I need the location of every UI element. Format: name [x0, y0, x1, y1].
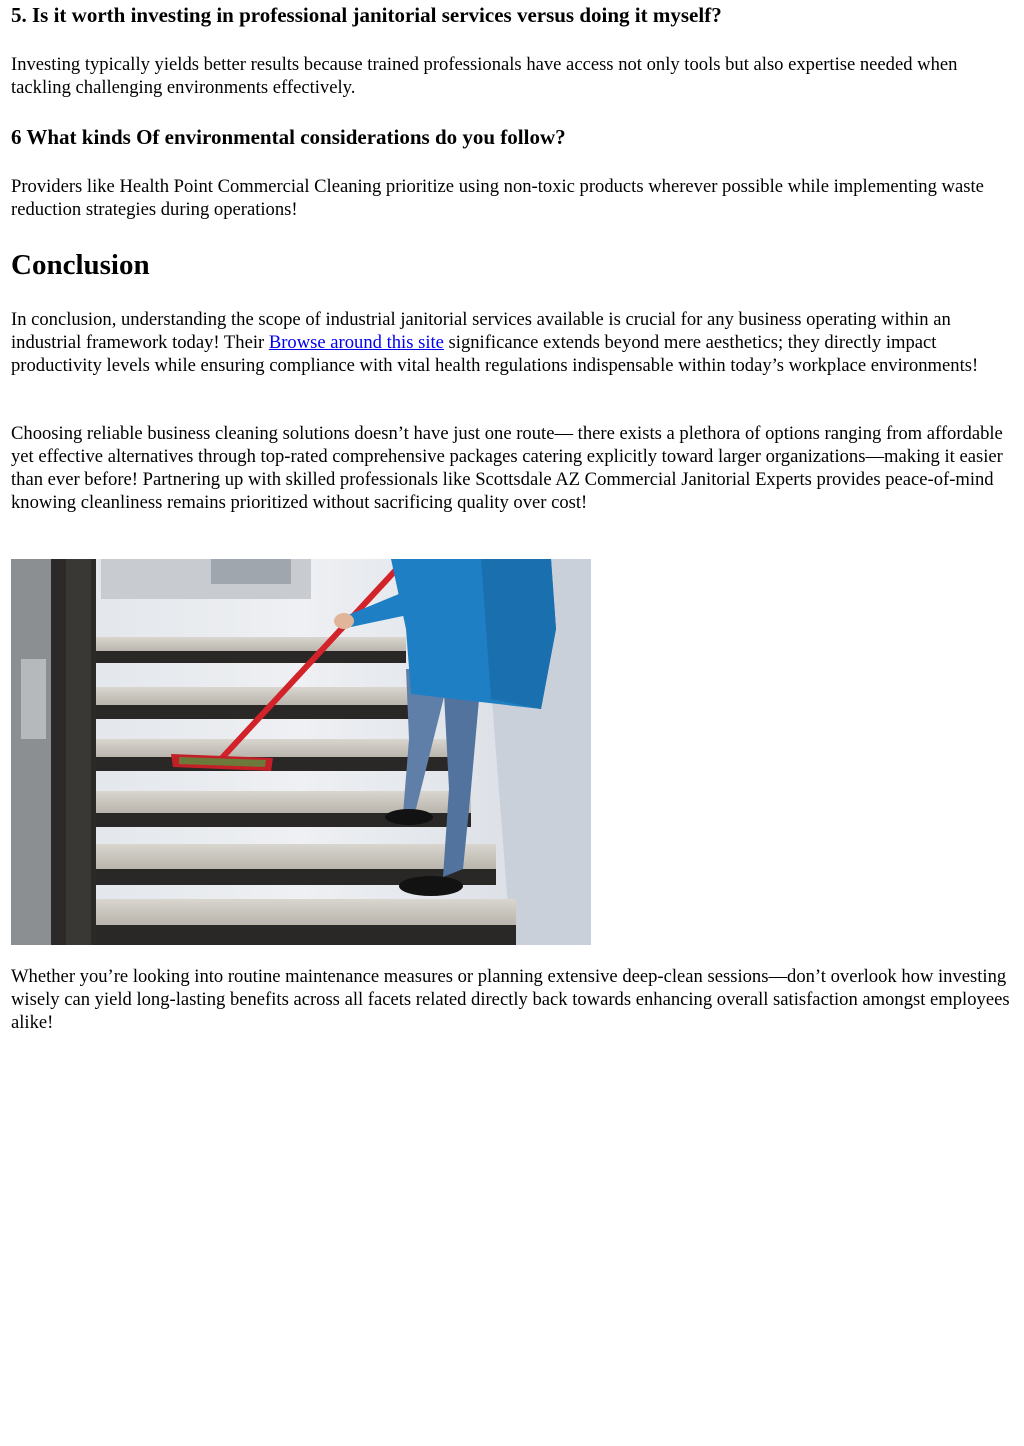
conclusion-paragraph-3: Whether you’re looking into routine maintenance measures or planning extensive deep-clean sessions—don’t overlook how investing wisely can yield long-lasting benefits across all facets related directly back towards enhancing overall satisfaction amongst employees alike! — [11, 966, 1010, 1033]
conclusion-heading: Conclusion — [11, 249, 150, 281]
paragraph-text: significance extends beyond mere aesthetics; they directly impact productivity levels while ensuring compliance with vital health regulations indispensable within today’s workplace environments! — [11, 332, 979, 376]
stair-cleaning-photo — [11, 559, 591, 945]
conclusion-paragraph-2: Choosing reliable business cleaning solutions doesn’t have just one route— there exists a plethora of options ranging from affordable yet effective alternatives through top-rated comprehensive packages catering explicitly toward larger organizations—making it easier than ever before! Partnering up with skilled professionals like Scottsdale AZ Commercial Janitorial Experts provides peace-of-mind knowing cleanliness remains prioritized without sacrificing quality over cost! — [11, 423, 1003, 513]
faq-question-5: 5. Is it worth investing in professional janitorial services versus doing it myself? — [11, 3, 722, 27]
faq-question-6: 6 What kinds Of environmental considerations do you follow? — [11, 125, 566, 149]
conclusion-paragraph-1 — [11, 308, 1011, 377]
faq-answer-6: Providers like Health Point Commercial Cleaning prioritize using non-toxic products wherever possible while implementing waste reduction strategies during operations! — [11, 176, 984, 220]
browse-site-link[interactable]: Browse around this site — [268, 332, 444, 353]
paragraph-text: In conclusion, understanding the scope of industrial janitorial services available is crucial for any business operating within an industrial framework today! Their — [11, 309, 951, 353]
faq-answer-5: Investing typically yields better results because trained professionals have access not only tools but also expertise needed when tackling challenging environments effectively. — [11, 54, 958, 98]
